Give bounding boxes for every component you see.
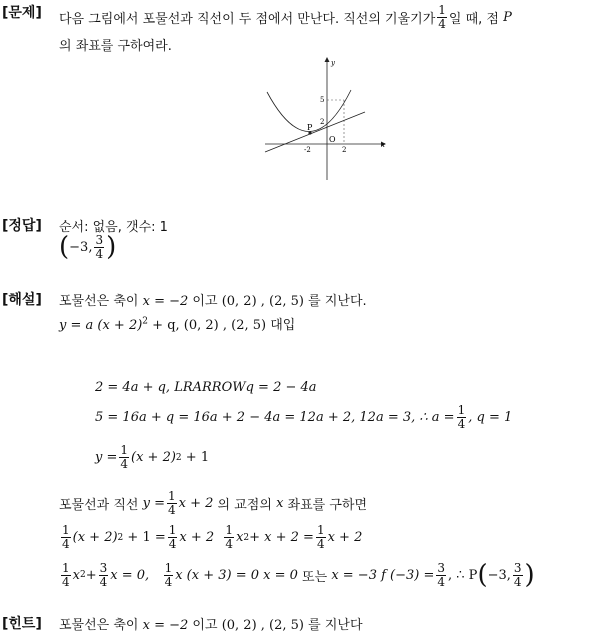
label-y-axis: y [331, 59, 335, 67]
solution-eq-3: y = $\frac{1}{4}$ (x + 2) 2 + 1 [95, 443, 210, 471]
solution-line-6: $\frac{1}{4}$ x 2 + $\frac{3}{4}$ x = 0, $\frac{1}{4}$ x (x + 3) = 0 x = 0 또는 x = −3 f (−3) = $\frac{3}{4}$ , ∴ P ( −3, $\frac{3}{4}$ ) [62, 560, 535, 590]
tick-y2: 2 [320, 118, 325, 126]
solution-label: [해설] [2, 292, 42, 308]
slope-fraction: $\frac{1}{4}$ [438, 2, 446, 31]
hint-text: 포물선은 축이 x = −2 이고 (0, 2) , (2, 5) 를 지난다 [59, 618, 363, 633]
point-variable: P [503, 9, 512, 25]
problem-line-2: 의 좌표를 구하여라. [59, 39, 172, 54]
answer-label: [정답] [2, 218, 42, 234]
solution-line-1: 포물선은 축이 x = −2 이고 (0, 2) , (2, 5) 를 지난다. [59, 294, 367, 309]
solution-line-2: y = a $(x + 2)^2 + q$, (0, 2) , (2, 5) 대입 [59, 316, 296, 333]
solution-line-5: $\frac{1}{4}$ (x + 2) 2 + 1 = $\frac{1}{4}$ x + 2 $\frac{1}{4}$ x 2 + x + 2 = $\frac{1}{4}$ x + 2 [62, 523, 363, 551]
solution-eq-2: 5 = 16a + q = 16a + 2 − 4a = 12a + 2, 12a = 3, ∴ a = $\frac{1}{4}$ , q = 1 [95, 403, 513, 431]
tick-xneg2: -2 [304, 146, 311, 154]
straight-line [265, 112, 365, 152]
answer-coordinates: ( −3, $\frac{3}{4}$ ) [59, 232, 117, 262]
problem-graph [255, 52, 390, 184]
problem-text-b: 일 때, 점 [448, 11, 499, 27]
solution-line-4: 포물선과 직선 y = $\frac{1}{4}$ x + 2 의 교점의 x 좌표를 구하면 [59, 489, 368, 517]
hint-label: [힌트] [2, 616, 42, 632]
problem-line-1 [59, 0, 512, 34]
tick-x2: 2 [342, 146, 347, 154]
answer-line-1: 순서: 없음, 갯수: 1 [59, 220, 168, 235]
solution-eq-1: 2 = 4a + q, LRARROWq = 2 − 4a [95, 380, 317, 395]
problem-label: [문제] [2, 5, 42, 21]
label-x-axis: x [381, 141, 385, 149]
label-p: P [307, 123, 313, 132]
y-axis-arrow [325, 57, 330, 62]
problem-text-a: 다음 그림에서 포물선과 직선이 두 점에서 만난다. 직선의 기울기가 [59, 11, 436, 27]
label-origin: O [329, 135, 336, 144]
tick-y5: 5 [320, 96, 325, 104]
